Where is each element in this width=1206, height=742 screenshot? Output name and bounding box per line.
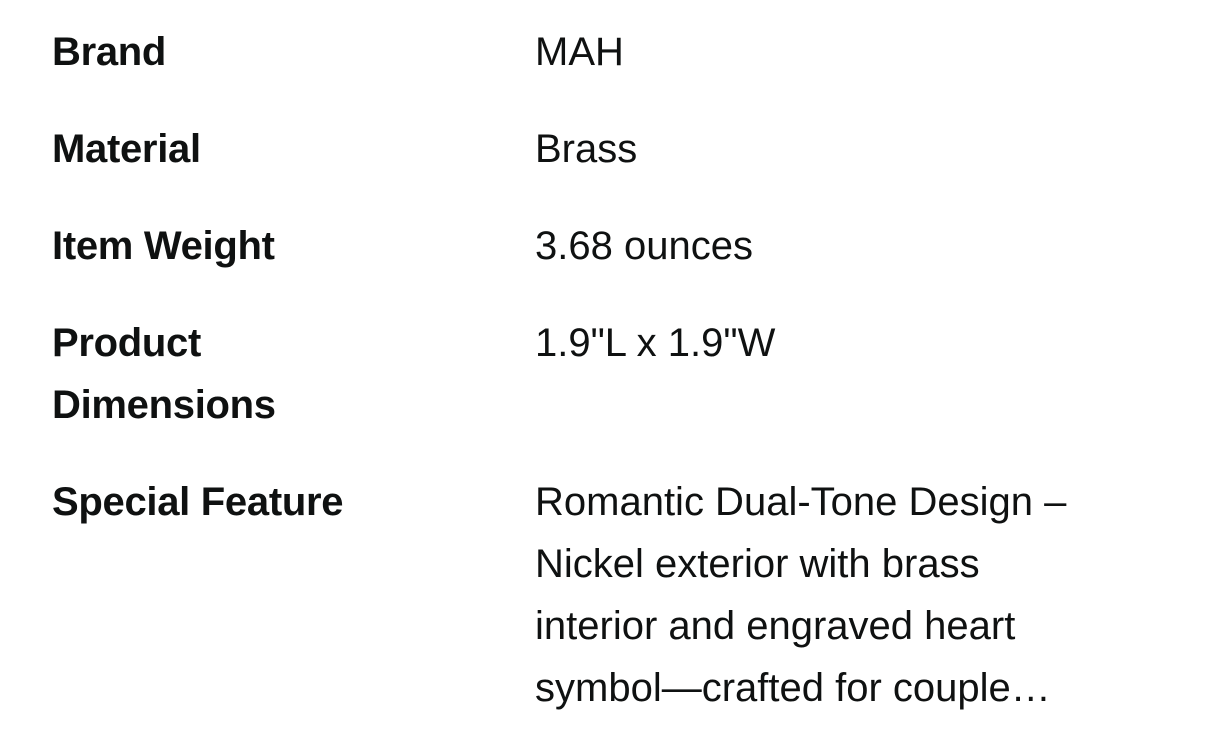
spec-label-brand: Brand (52, 30, 167, 74)
spec-label-material: Material (52, 127, 201, 171)
spec-value-special-feature: Romantic Dual-Tone Design – Nickel exterior with brass interior and engraved heart symbol—crafted for couple… (535, 480, 1067, 710)
spec-value-material: Brass (535, 127, 638, 171)
spec-row-special-feature (52, 471, 1206, 719)
spec-value-item-weight: 3.68 ounces (535, 224, 753, 268)
spec-label-special-feature: Special Feature (52, 480, 344, 524)
spec-value-brand: MAH (535, 30, 624, 74)
spec-value-product-dimensions: 1.9"L x 1.9"W (535, 321, 776, 365)
spec-row-product-dimensions (52, 312, 1206, 436)
spec-label-product-dimensions: Product Dimensions (52, 321, 276, 427)
spec-row-material (52, 118, 1206, 180)
spec-label-item-weight: Item Weight (52, 224, 275, 268)
spec-row-item-weight (52, 215, 1206, 277)
spec-row-brand (52, 21, 1206, 83)
